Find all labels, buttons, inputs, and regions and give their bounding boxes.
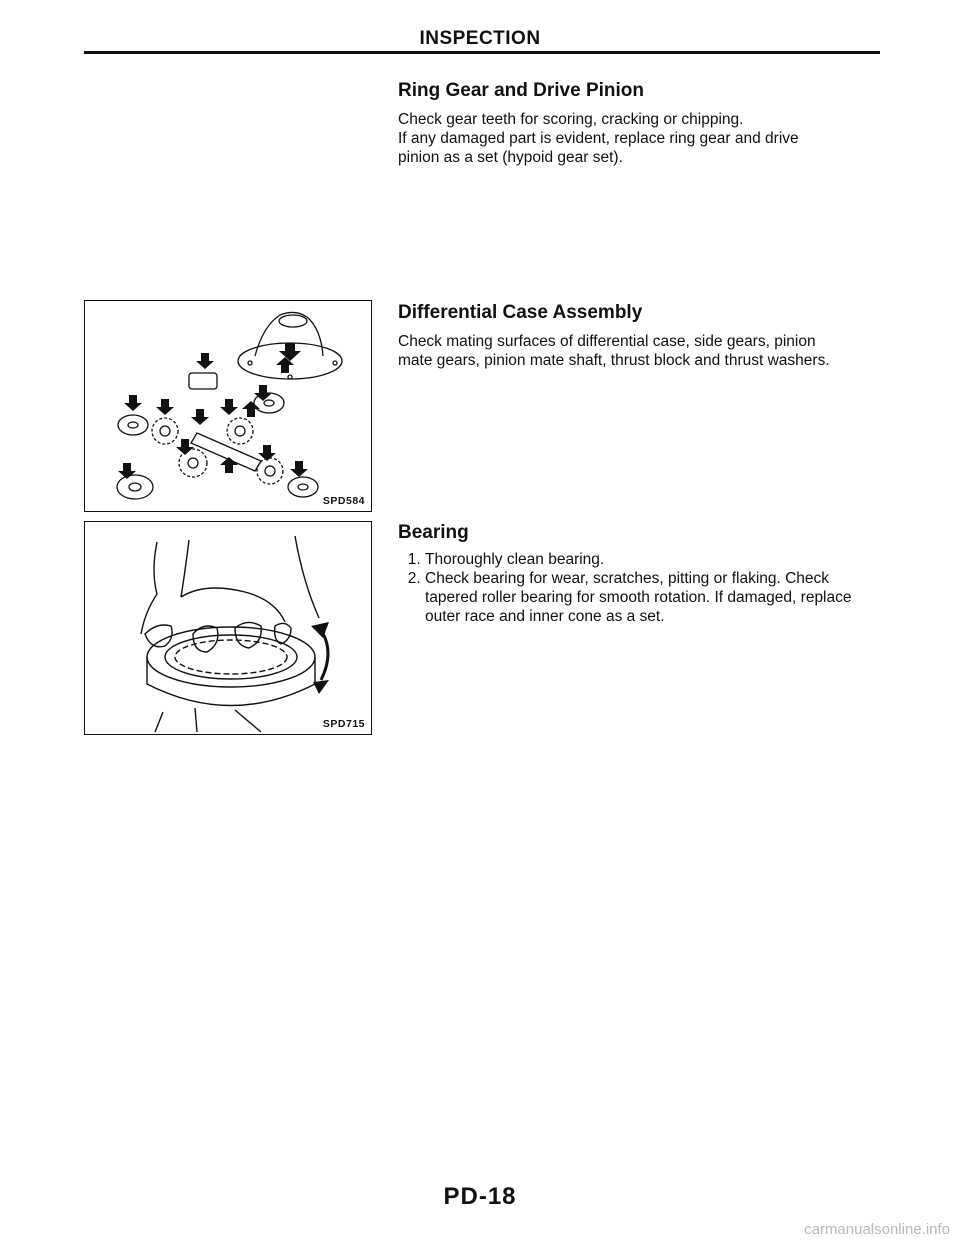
bearing-step-1: 1. Thoroughly clean bearing. xyxy=(425,550,880,569)
hand-outline-2 xyxy=(181,540,189,597)
bearing-rotation-illustration xyxy=(85,522,371,734)
thumb-outline xyxy=(145,625,172,647)
thrust-block-shape xyxy=(189,373,217,389)
differential-parts-illustration xyxy=(85,301,371,511)
bearing-step-2: 2. Check bearing for wear, scratches, pitting or flaking. Check tapered roller bearing for smooth rotation. If damaged, replace outer race and inner cone as a set. xyxy=(425,569,880,626)
arrow-down-6 xyxy=(254,385,272,401)
pinion-mate-gear-1-shape xyxy=(152,418,178,444)
bearing-outer-race-side xyxy=(147,657,315,706)
arrow-up-3 xyxy=(242,401,260,417)
arm-line-3 xyxy=(235,710,261,732)
diff-case-line-1: Check mating surfaces of differential case, side gears, pinion xyxy=(398,333,816,350)
rotation-arrow-head-top xyxy=(311,622,329,638)
section-title-ring-gear: Ring Gear and Drive Pinion xyxy=(398,80,644,101)
diff-case-line-2: mate gears, pinion mate shaft, thrust block and thrust washers. xyxy=(398,352,830,369)
arrow-down-10 xyxy=(290,461,308,477)
ring-gear-line-2: If any damaged part is evident, replace ring gear and drive xyxy=(398,130,799,147)
arrow-down-11 xyxy=(279,343,301,361)
page-header-title: INSPECTION xyxy=(419,28,541,49)
side-gear-1-shape xyxy=(227,418,253,444)
arrow-down-5 xyxy=(220,399,238,415)
figure-label-spd584: SPD584 xyxy=(322,495,365,507)
hand-back-outline xyxy=(181,588,285,622)
arrow-down-9 xyxy=(258,445,276,461)
rotation-arrow-head-bottom xyxy=(313,680,329,694)
section-title-bearing: Bearing xyxy=(398,522,469,543)
site-watermark: carmanualsonline.info xyxy=(804,1221,950,1238)
arm-line-2 xyxy=(195,708,197,732)
pinion-mate-gear-2-shape xyxy=(257,458,283,484)
washer-4-shape xyxy=(288,477,318,497)
figure-bearing-rotation xyxy=(84,521,372,735)
bearing-steps-list xyxy=(398,550,880,626)
arrow-up-1 xyxy=(220,457,238,473)
arrow-down-3 xyxy=(156,399,174,415)
section-title-differential-case: Differential Case Assembly xyxy=(398,302,643,323)
case-neck-outline xyxy=(279,315,307,327)
bearing-rollers xyxy=(175,640,287,674)
arm-line-1 xyxy=(155,712,163,732)
ring-gear-line-3: pinion as a set (hypoid gear set). xyxy=(398,149,623,166)
page-number: PD-18 xyxy=(443,1183,517,1210)
hand-outline-3 xyxy=(295,536,319,618)
header-rule xyxy=(84,51,880,54)
figure-label-spd715: SPD715 xyxy=(322,718,365,730)
arrow-down-8 xyxy=(118,463,136,479)
hand-outline-1 xyxy=(141,542,157,634)
ring-gear-line-1: Check gear teeth for scoring, cracking or chipping. xyxy=(398,111,744,128)
washer-3-shape xyxy=(117,475,153,499)
figure-differential-parts xyxy=(84,300,372,512)
washer-1-shape xyxy=(118,415,148,435)
finger-1-outline xyxy=(193,626,218,652)
section-ring-gear xyxy=(398,80,880,167)
arrow-down-4 xyxy=(191,409,209,425)
arrow-down-2 xyxy=(124,395,142,411)
section-bearing xyxy=(398,522,880,626)
arrow-down-1 xyxy=(196,353,214,369)
section-differential-case xyxy=(398,302,880,370)
rotation-arrow-curve xyxy=(321,630,328,680)
